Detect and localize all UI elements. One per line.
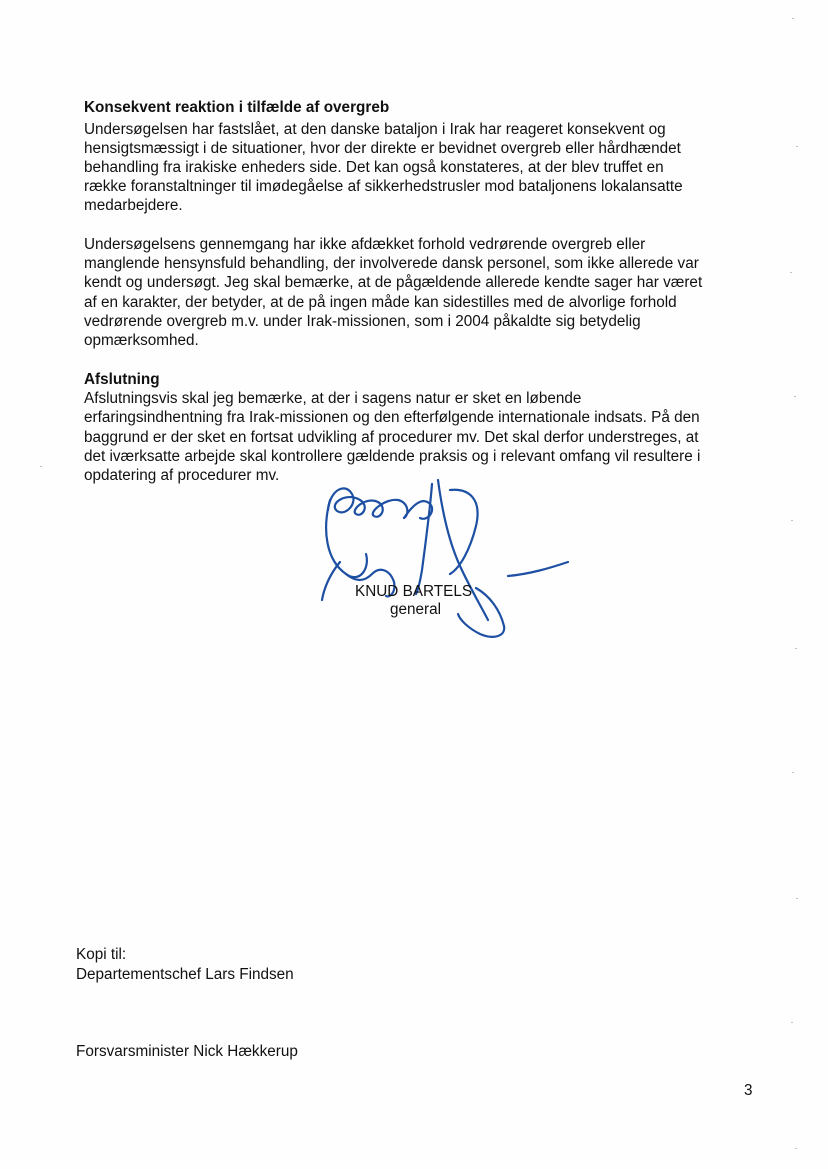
section-heading: Konsekvent reaktion i tilfælde af overgreb <box>84 99 390 116</box>
paragraph-line: medarbejdere. <box>84 197 183 214</box>
paragraph-line: vedrørende overgreb m.v. under Irak-missionen, som i 2004 påkaldte sig betydelig <box>84 313 641 330</box>
scan-speck <box>794 396 796 397</box>
copy-recipient: Departementschef Lars Findsen <box>76 966 294 983</box>
paragraph-line: kendt og undersøgt. Jeg skal bemærke, at de pågældende allerede kendte sager har været <box>84 274 703 291</box>
scan-speck <box>792 772 794 773</box>
paragraph-line: erfaringsindhentning fra Irak-missionen og den efterfølgende internationale indsats. På den <box>84 409 700 426</box>
paragraph-line: hensigtsmæssigt i de situationer, hvor der direkte er bevidnet overgreb eller hårdhændet <box>84 140 681 157</box>
copy-recipient: Forsvarsminister Nick Hækkerup <box>76 1043 298 1060</box>
paragraph-line: opdatering af procedurer mv. <box>84 467 280 484</box>
paragraph-line: opmærksomhed. <box>84 332 199 349</box>
page-number: 3 <box>744 1082 753 1099</box>
paragraph-line: af en karakter, der betyder, at de på ingen måde kan sidestilles med de alvorlige forhold <box>84 294 677 311</box>
paragraph-line: Undersøgelsens gennemgang har ikke afdækket forhold vedrørende overgreb eller <box>84 236 646 253</box>
paragraph-line: række foranstaltninger til imødegåelse af sikkerhedstrusler mod bataljonens lokalansatte <box>84 178 683 195</box>
paragraph-line: manglende hensynsfuld behandling, der involverede dansk personel, som ikke allerede var <box>84 255 699 272</box>
paragraph-line: behandling fra irakiske enheders side. Det kan også konstateres, at der blev truffet en <box>84 159 664 176</box>
copy-to-label: Kopi til: <box>76 946 127 963</box>
scan-speck <box>792 18 794 19</box>
signatory-name: KNUD BARTELS <box>355 583 473 600</box>
scan-speck <box>791 1022 793 1023</box>
scan-speck <box>796 898 798 899</box>
scan-speck <box>790 272 792 273</box>
paragraph-line: Afslutningsvis skal jeg bemærke, at der i sagens natur er sket en løbende <box>84 390 582 407</box>
signatory-title: general <box>390 601 442 618</box>
scan-speck <box>791 520 793 521</box>
scan-speck <box>40 466 42 467</box>
scan-speck <box>795 1148 797 1149</box>
paragraph-line: baggrund er der sket en fortsat udvikling af procedurer mv. Det skal derfor understreges, at <box>84 429 699 446</box>
paragraph-line: det iværksatte arbejde skal kontrollere gældende praksis og i relevant omfang vil resultere i <box>84 448 701 465</box>
scan-speck <box>795 648 797 649</box>
paragraph-line: Undersøgelsen har fastslået, at den danske bataljon i Irak har reageret konsekvent og <box>84 121 666 138</box>
section-heading: Afslutning <box>84 371 160 388</box>
scan-speck <box>796 146 798 147</box>
handwritten-signature <box>300 470 590 645</box>
